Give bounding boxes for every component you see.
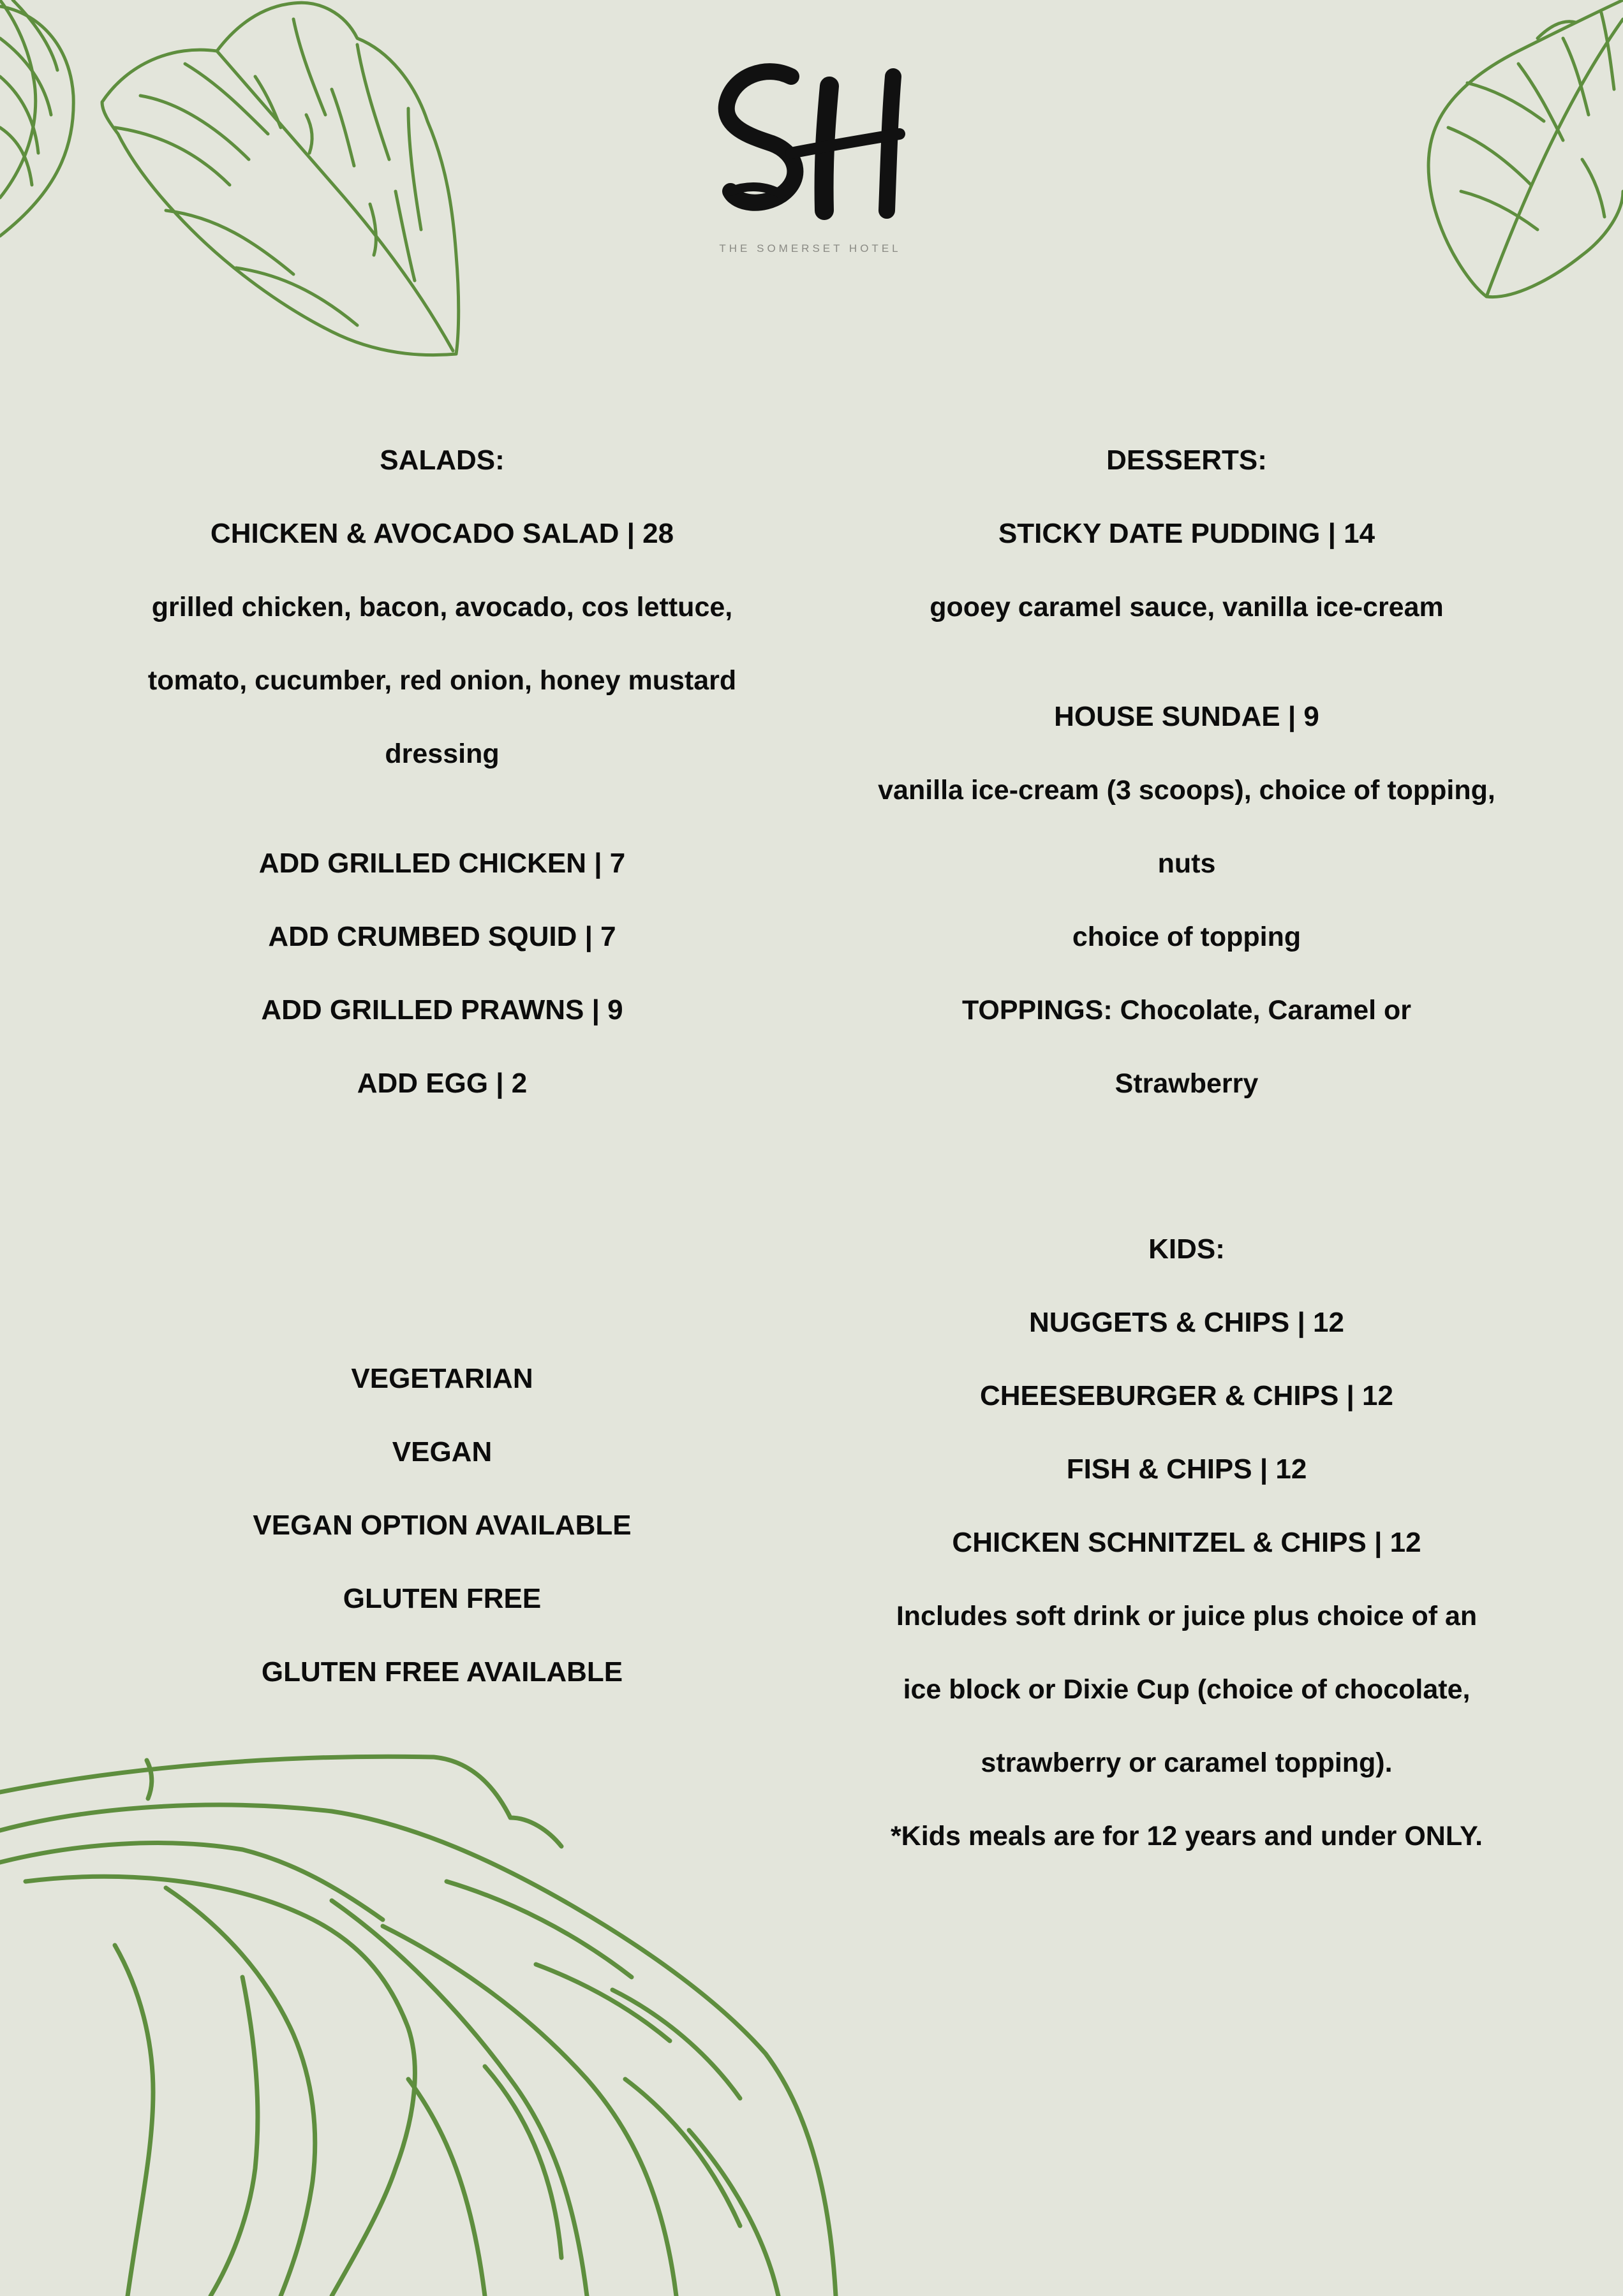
kids-note: ice block or Dixie Cup (choice of chocolate, bbox=[903, 1674, 1471, 1705]
addon-item: ADD CRUMBED SQUID | 7 bbox=[268, 921, 616, 952]
dietary-legend-item: VEGAN OPTION AVAILABLE bbox=[253, 1510, 632, 1541]
menu-item-chicken-avocado-salad: CHICKEN & AVOCADO SALAD | 28 bbox=[210, 518, 674, 549]
monstera-leaf-icon bbox=[0, 1735, 849, 2296]
menu-item-description: gooey caramel sauce, vanilla ice-cream bbox=[930, 592, 1444, 622]
kids-menu-item: NUGGETS & CHIPS | 12 bbox=[1029, 1307, 1344, 1338]
monstera-leaf-icon bbox=[89, 0, 472, 364]
hotel-name: THE SOMERSET HOTEL bbox=[719, 242, 901, 254]
dietary-legend-item: VEGETARIAN bbox=[351, 1363, 533, 1394]
menu-item-description: choice of topping bbox=[1072, 922, 1301, 952]
dietary-legend-item: GLUTEN FREE bbox=[343, 1583, 542, 1614]
menu-item-description: dressing bbox=[385, 739, 500, 769]
menu-item-description: nuts bbox=[1157, 848, 1216, 879]
kids-menu-item: CHICKEN SCHNITZEL & CHIPS | 12 bbox=[952, 1527, 1421, 1558]
kids-heading: KIDS: bbox=[1148, 1233, 1225, 1265]
kids-note: Includes soft drink or juice plus choice of an bbox=[896, 1601, 1478, 1631]
sh-monogram-icon bbox=[708, 57, 912, 230]
addon-item: ADD GRILLED CHICKEN | 7 bbox=[258, 848, 626, 879]
menu-item-house-sundae: HOUSE SUNDAE | 9 bbox=[1054, 701, 1319, 732]
kids-menu-item: CHEESEBURGER & CHIPS | 12 bbox=[979, 1380, 1393, 1411]
kids-age-note: *Kids meals are for 12 years and under ONLY. bbox=[890, 1821, 1483, 1851]
addon-item: ADD GRILLED PRAWNS | 9 bbox=[261, 994, 623, 1026]
dietary-legend-item: GLUTEN FREE AVAILABLE bbox=[261, 1656, 623, 1688]
menu-item-sticky-date-pudding: STICKY DATE PUDDING | 14 bbox=[998, 518, 1375, 549]
monogram-logo bbox=[702, 57, 919, 268]
menu-item-description: grilled chicken, bacon, avocado, cos lettuce, bbox=[151, 592, 733, 622]
dietary-legend-item: VEGAN bbox=[392, 1436, 493, 1468]
addon-item: ADD EGG | 2 bbox=[357, 1068, 528, 1099]
toppings-line: Strawberry bbox=[1115, 1068, 1259, 1099]
monstera-leaf-icon bbox=[0, 0, 83, 242]
salads-heading: SALADS: bbox=[380, 445, 505, 476]
toppings-line: TOPPINGS: Chocolate, Caramel or bbox=[961, 995, 1412, 1026]
desserts-heading: DESSERTS: bbox=[1106, 445, 1267, 476]
menu-item-description: tomato, cucumber, red onion, honey mustard bbox=[147, 665, 737, 696]
kids-menu-item: FISH & CHIPS | 12 bbox=[1066, 1453, 1307, 1485]
menu-item-description: vanilla ice-cream (3 scoops), choice of topping, bbox=[878, 775, 1495, 806]
kids-note: strawberry or caramel topping). bbox=[981, 1748, 1393, 1778]
monstera-leaf-icon bbox=[1391, 0, 1623, 306]
